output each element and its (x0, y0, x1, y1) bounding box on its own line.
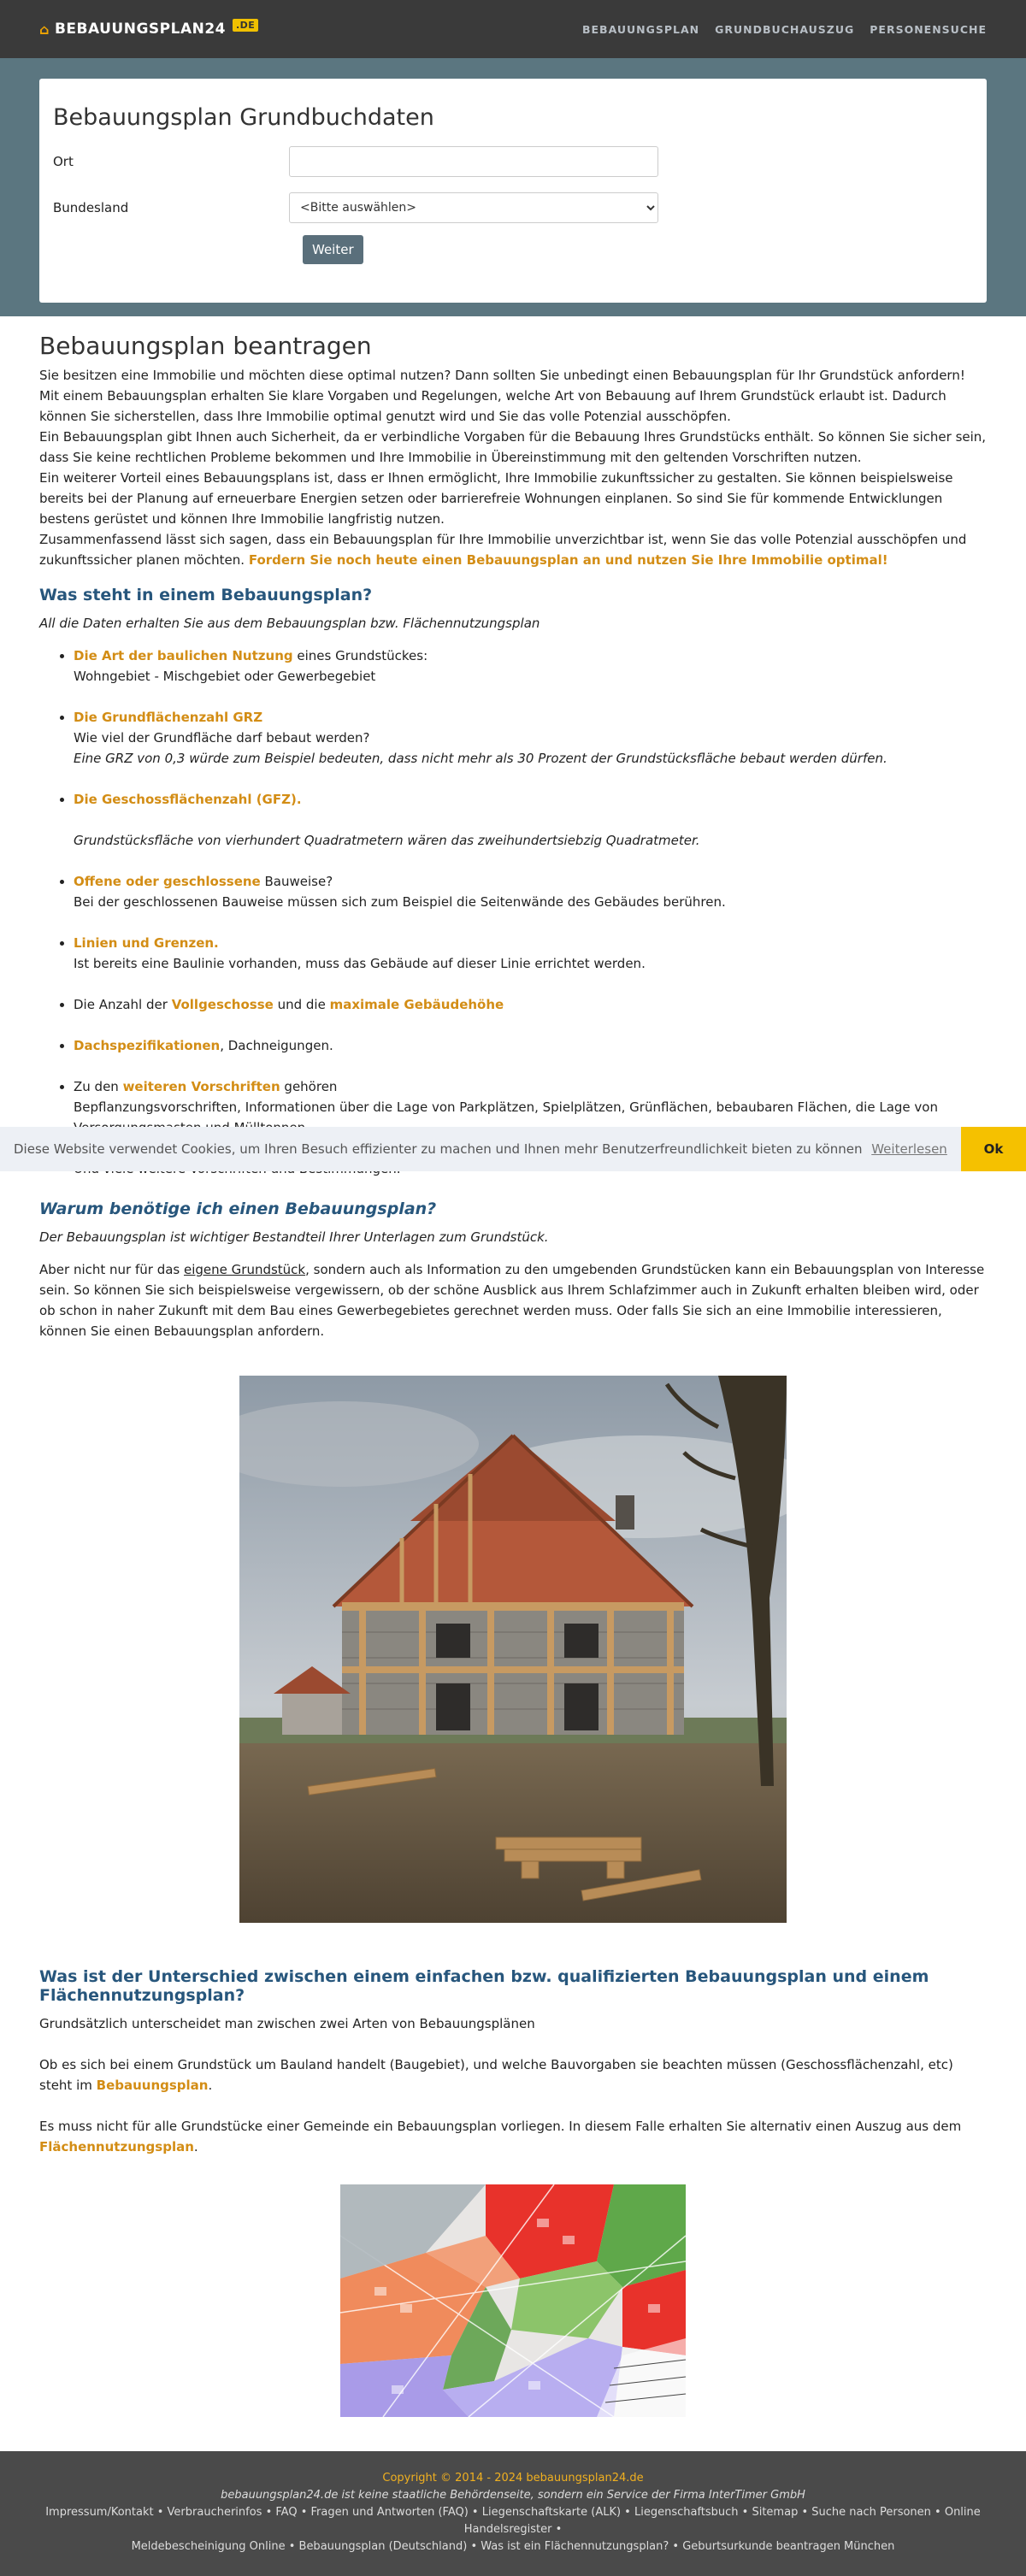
text-run: . (208, 2078, 213, 2093)
text-run: Grundstücksfläche von vierhundert Quadratmetern wären das zweihundertsiebzig Quadratmeter. (74, 833, 700, 848)
list-item-line (74, 666, 987, 687)
brand-logo[interactable] (39, 21, 258, 38)
highlight-link[interactable]: Fordern Sie noch heute einen Bebauungsplan an und nutzen Sie Ihre Immobilie optimal! (248, 552, 888, 568)
section-title-inhalt: Was steht in einem Bebauungsplan? (39, 586, 373, 604)
list-item-line (74, 645, 987, 666)
text-run: Ob es sich bei einem Grundstück um Bauland handelt (Baugebiet), und welche Bauvorgaben sie beachten müssen (Geschossflächenzahl, etc) steht im (39, 2057, 953, 2093)
list-item-line (74, 830, 987, 851)
nav-link-bebauungsplan[interactable]: BEBAUUNGSPLAN (581, 22, 700, 36)
text-run: Grundsätzlich unterscheidet man zwischen zwei Arten von Bebauungsplänen (39, 2016, 535, 2031)
intro-paragraph (39, 468, 987, 529)
text-run: Aber nicht nur für das (39, 1262, 184, 1277)
house-image-wrap (39, 1376, 987, 1923)
list-item-line (74, 933, 987, 953)
text-run: Zusammenfassend lässt sich sagen, dass ein Bebauungsplan für Ihre Immobilie unverzichtbar ist, wenn Sie das volle Potenzial ausschöpfen und zukunftssicher planen möchten. (39, 532, 967, 568)
article-intro (39, 365, 987, 570)
hero-section (0, 58, 1026, 316)
list-item-line (74, 1076, 987, 1097)
list-item (74, 645, 987, 687)
ort-label: Ort (53, 154, 74, 169)
cookie-weiterlesen-link[interactable]: Weiterlesen (871, 1141, 947, 1157)
highlight-link[interactable]: Vollgeschosse (171, 997, 274, 1012)
article-title: Bebauungsplan beantragen (39, 332, 372, 360)
article (0, 316, 1026, 2417)
cookie-banner (0, 1127, 1026, 1171)
intro-paragraph (39, 427, 987, 468)
weiter-button[interactable]: Weiter (303, 235, 363, 264)
text-run: gehören (280, 1079, 338, 1094)
text-run: Eine GRZ von 0,3 würde zum Beispiel bedeuten, dass nicht mehr als 30 Prozent der Grundstücksfläche bebaut werden dürfen. (74, 751, 887, 766)
highlight-link[interactable]: maximale Gebäudehöhe (329, 997, 504, 1012)
house-construction-image (239, 1376, 787, 1923)
list-item (74, 871, 987, 912)
ort-input[interactable] (289, 146, 658, 177)
brand-name: BEBAUUNGSPLAN24 (54, 21, 226, 38)
text-run: und die (273, 997, 330, 1012)
section-text-warum (39, 1259, 987, 1341)
zoning-map-image (340, 2184, 686, 2417)
list-item-line (74, 810, 987, 830)
text-run: , Dachneigungen. (220, 1038, 333, 1053)
list-item (74, 707, 987, 769)
list-item (74, 994, 987, 1015)
nav-links (582, 23, 987, 36)
bebauungsplan-contents-list (39, 645, 987, 1179)
list-item (74, 1035, 987, 1056)
home-icon: ⌂ (39, 21, 50, 38)
text-run: Ein Bebauungsplan gibt Ihnen auch Sicherheit, da er verbindliche Vorgaben für die Bebauung Ihres Grundstücks enthält. So können Sie sicher sein, dass Sie keine rechtlichen Probleme bekommen und Ihre Immobilie in Übereinstimmung mit den geltenden Vorschriften nutzen. (39, 429, 987, 465)
list-item-line (74, 748, 987, 769)
text-run: eines Grundstückes: (292, 648, 428, 663)
nav-link-grundbuchauszug[interactable]: GRUNDBUCHAUSZUG (715, 22, 855, 36)
cookie-message (0, 1141, 961, 1157)
list-item (74, 789, 987, 851)
section-subtitle-warum: Der Bebauungsplan ist wichtiger Bestandteil Ihrer Unterlagen zum Grundstück. (39, 1229, 549, 1245)
highlight-link[interactable]: Dachspezifikationen (74, 1038, 221, 1053)
footer-copyright[interactable]: Copyright © 2014 - 2024 bebauungsplan24.de (382, 2472, 644, 2485)
text-run: Es muss nicht für alle Grundstücke einer Gemeinde ein Bebauungsplan vorliegen. In diesem Falle erhalten Sie alternativ einen Auszug aus dem (39, 2119, 962, 2134)
highlight-link[interactable]: Die Grundflächenzahl GRZ (74, 710, 263, 725)
nav-link-personensuche[interactable]: PERSONENSUCHE (870, 22, 987, 36)
footer-note: bebauungsplan24.de ist keine staatliche Behördenseite, sondern ein Service der Firma InterTimer GmbH (221, 2489, 805, 2502)
cookie-ok-button[interactable]: Ok (961, 1127, 1026, 1171)
form-title: Bebauungsplan Grundbuchdaten (53, 104, 434, 131)
highlight-link[interactable]: Die Art der baulichen Nutzung (74, 648, 293, 663)
list-item-line (74, 789, 987, 810)
text-run: Bei der geschlossenen Bauweise müssen sich zum Beispiel die Seitenwände des Gebäudes berühren. (74, 894, 726, 910)
text-run: Wohngebiet - Mischgebiet oder Gewerbegebiet (74, 669, 376, 684)
map-image-wrap (39, 2184, 987, 2417)
list-item-line (74, 953, 987, 974)
list-item (74, 933, 987, 974)
bundesland-select[interactable] (289, 192, 658, 223)
intro-paragraph (39, 365, 987, 427)
list-item-line (74, 994, 987, 1015)
brand-tld-badge: .DE (233, 19, 258, 32)
highlight-link[interactable]: Offene oder geschlossene (74, 874, 261, 889)
section-text-unterschied-1 (39, 2013, 987, 2034)
text-run: Zu den (74, 1079, 123, 1094)
section-text-unterschied-3 (39, 2116, 987, 2157)
list-item-line (74, 707, 987, 728)
footer-links-line-1[interactable]: Impressum/Kontakt • Verbraucherinfos • FAQ • Fragen und Antworten (FAQ) • Liegenschaftskarte (ALK) • Liegenschaftsbuch • Sitemap • Suche nach Personen • Online Handelsregister • (45, 2506, 981, 2536)
list-item-line (74, 871, 987, 892)
ort-row (53, 143, 973, 180)
section-title-warum: Warum benötige ich einen Bebauungsplan? (39, 1200, 437, 1218)
text-run: Bepflanzungsvorschriften, Informationen über die Lage von Parkplätzen, Spielplätzen, Grünflächen, bebaubaren Flächen, die Lage von (74, 1099, 938, 1115)
text-run: . (193, 2139, 198, 2155)
highlight-link[interactable]: weiteren Vorschriften (122, 1079, 280, 1094)
text-run: Wie viel der Grundfläche darf bebaut werden? (74, 730, 370, 746)
footer (0, 2451, 1026, 2576)
text-run: Sie besitzen eine Immobilie und möchten diese optimal nutzen? Dann sollten Sie unbedingt einen Bebauungsplan für Ihr Grundstück anfordern! Mit einem Bebauungsplan erhalten Sie klare Vorgaben und Regelungen, welche Art von Bebauung auf Ihrem Grundstück erlaubt ist. Dadurch können Sie sicherstellen, dass Ihre Immobilie optimal genutzt wird und Sie das volle Potenzial ausschöpfen. (39, 368, 965, 424)
text-run: Ein weiterer Vorteil eines Bebauungsplans ist, dass er Ihnen ermöglicht, Ihre Immobilie zukunftssicher zu gestalten. Sie können beispielsweise bereits bei der Planung auf erneuerbare Energien setzen oder barrierefreie Wohnungen einplanen. So sind Sie für kommende Entwicklungen bestens gerüstet und können Ihre Immobilie langfristig nutzen. (39, 470, 953, 527)
section-text-unterschied-2 (39, 2054, 987, 2096)
bundesland-label: Bundesland (53, 200, 129, 215)
section-title-unterschied: Was ist der Unterschied zwischen einem einfachen bzw. qualifizierten Bebauungsplan und einem Flächennutzungsplan? (39, 1967, 929, 2005)
text-run: Die Anzahl der (74, 997, 172, 1012)
list-item-line (74, 728, 987, 748)
highlight-link[interactable]: Die Geschossflächenzahl (GFZ). (74, 792, 302, 807)
footer-links-line-2[interactable]: Meldebescheinigung Online • Bebauungsplan (Deutschland) • Was ist ein Flächennutzungsplan? • Geburtsurkunde beantragen München (131, 2540, 895, 2553)
cookie-text: Diese Website verwendet Cookies, um Ihren Besuch effizienter zu machen und Ihnen mehr Benutzerfreundlichkeit bieten zu können (14, 1141, 863, 1157)
highlight-link[interactable]: Linien und Grenzen. (74, 935, 219, 951)
list-item-line (74, 892, 987, 912)
list-item-line (74, 1035, 987, 1056)
text-run: , sondern auch als Information zu den umgebenden Grundstücken kann ein Bebauungsplan von Interesse sein. So können Sie sich beispielsweise vergewissern, ob der schöne Ausblick aus Ihrem Schlafzimmer auch in Zukunft erhalten bleiben wird, oder ob schon in naher Zukunft mit dem Bau eines Gewerbegebietes gerechnet werden muss. Oder falls Sie sich an eine Immobilie interessieren, können Sie einen Bebauungsplan anfordern. (39, 1262, 985, 1339)
text-run: Ist bereits eine Baulinie vorhanden, muss das Gebäude auf dieser Linie errichtet werden. (74, 956, 646, 971)
bundesland-row (53, 189, 973, 227)
form-card (39, 79, 987, 303)
intro-paragraph (39, 529, 987, 570)
highlight-link[interactable]: Bebauungsplan (96, 2078, 209, 2093)
text-run: Bauweise? (260, 874, 333, 889)
text-run: eigene Grundstück (184, 1262, 306, 1277)
highlight-link[interactable]: Flächennutzungsplan (39, 2139, 194, 2155)
section-subtitle-inhalt: All die Daten erhalten Sie aus dem Bebauungsplan bzw. Flächennutzungsplan (39, 616, 540, 631)
top-navbar (0, 0, 1026, 58)
